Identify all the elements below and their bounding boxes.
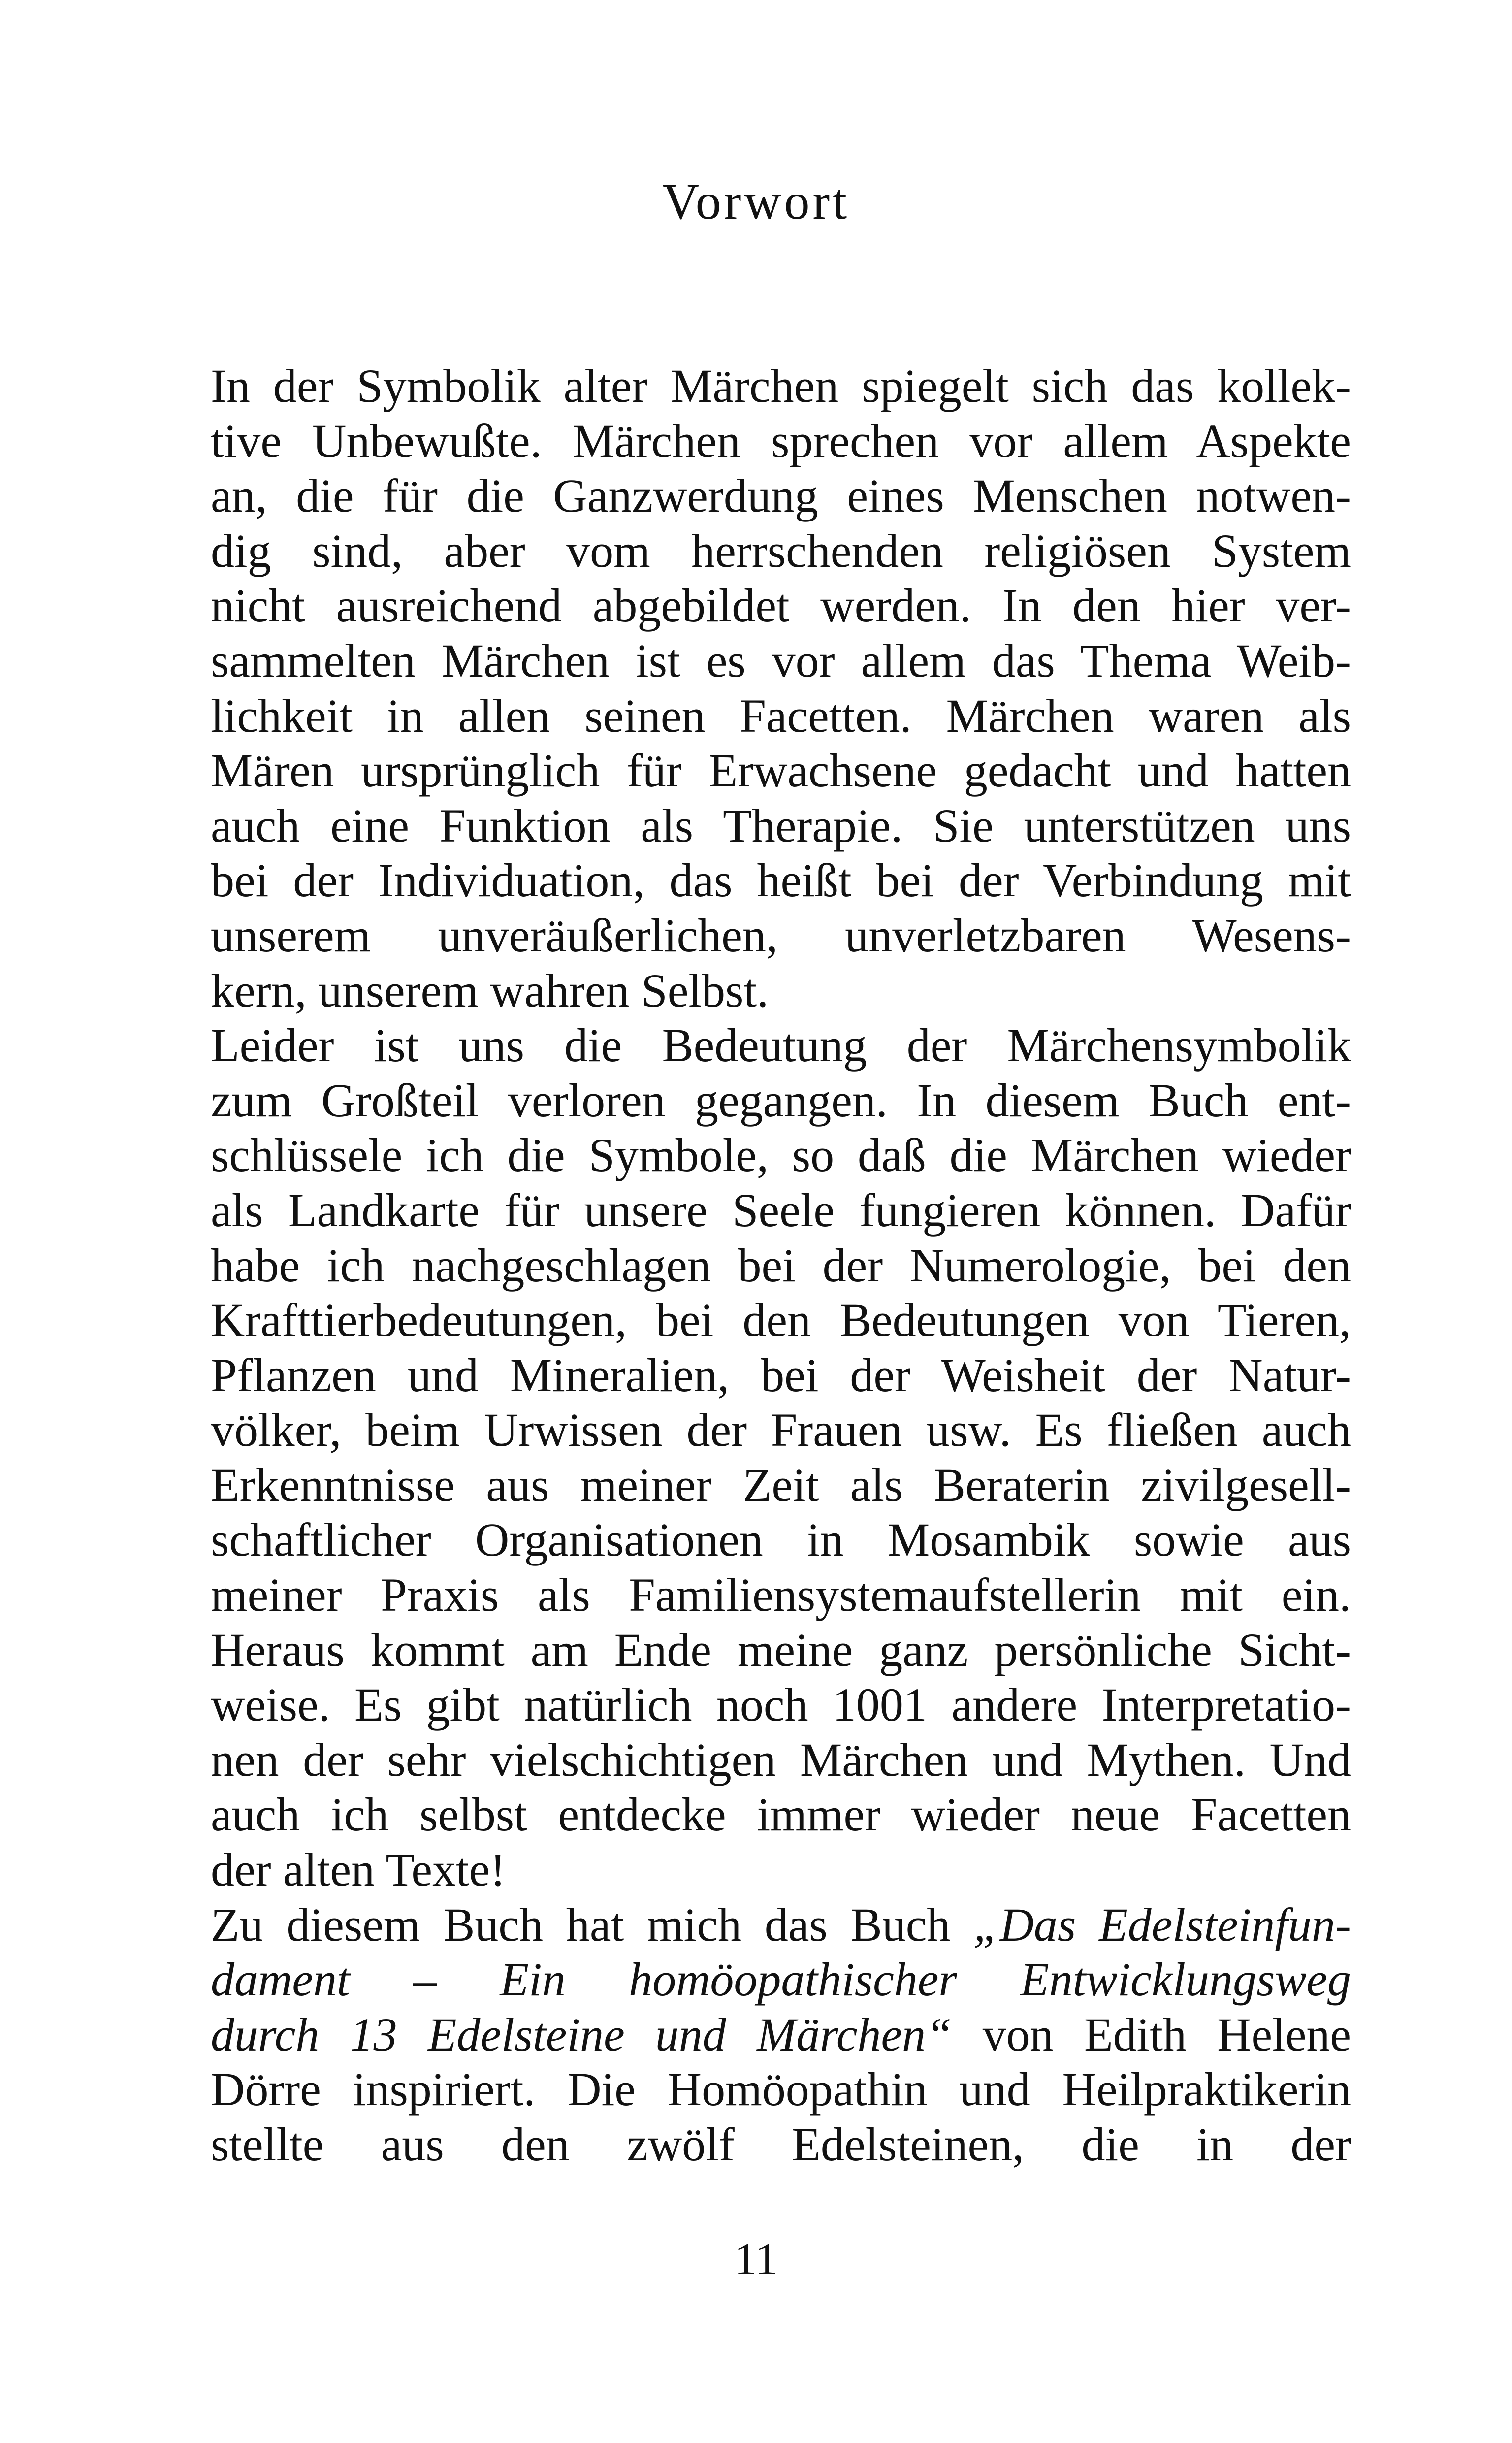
text-line: Dörre inspiriert. Die Homöopathin und Heilpraktikerin: [211, 2063, 1351, 2116]
text-line: zum Großteil verloren gegangen. In diesem Buch ent-: [211, 1074, 1351, 1127]
text-line: schaftlicher Organisationen in Mosambik sowie aus: [211, 1513, 1351, 1566]
text-line: Krafttierbedeutungen, bei den Bedeutungen von Tieren,: [211, 1294, 1351, 1347]
text-line: auch eine Funktion als Therapie. Sie unterstützen uns: [211, 799, 1351, 852]
book-title-italic: durch 13 Edelsteine und Märchen“: [211, 2008, 952, 2061]
text-line: sammelten Märchen ist es vor allem das Thema Weib-: [211, 634, 1351, 687]
text-line: an, die für die Ganzwerdung eines Menschen notwen-: [211, 469, 1351, 522]
text-line: nicht ausreichend abgebildet werden. In den hier ver-: [211, 579, 1351, 632]
text-line: Mären ursprünglich für Erwachsene gedacht und hatten: [211, 744, 1351, 797]
text-line: In der Symbolik alter Märchen spiegelt sich das kollek-: [211, 359, 1351, 412]
text-line: Heraus kommt am Ende meine ganz persönliche Sicht-: [211, 1623, 1351, 1676]
text-line: lichkeit in allen seinen Facetten. Märchen waren als: [211, 689, 1351, 742]
text-line: auch ich selbst entdecke immer wieder neue Facetten: [211, 1788, 1351, 1841]
text-line: Leider ist uns die Bedeutung der Märchensymbolik: [211, 1019, 1351, 1072]
book-title-italic: „Das Edelsteinfun-: [973, 1898, 1351, 1951]
text-line: nen der sehr vielschichtigen Märchen und Mythen. Und: [211, 1733, 1351, 1786]
text-line: völker, beim Urwissen der Frauen usw. Es fließen auch: [211, 1403, 1351, 1457]
text-line: weise. Es gibt natürlich noch 1001 andere Interpretatio-: [211, 1678, 1351, 1731]
text-line: [211, 1897, 1351, 1953]
text-segment: Zu diesem Buch hat mich das Buch: [211, 1898, 974, 1951]
text-segment: von Edith Helene: [952, 2008, 1351, 2061]
chapter-title: Vorwort: [662, 173, 850, 230]
text-line: stellte aus den zwölf Edelsteinen, die in der: [211, 2118, 1351, 2171]
text-line: [211, 1952, 1351, 2007]
text-line: Erkenntnisse aus meiner Zeit als Beraterin zivilgesell-: [211, 1458, 1351, 1511]
text-line: als Landkarte für unsere Seele fungieren können. Dafür: [211, 1183, 1351, 1237]
text-line: bei der Individuation, das heißt bei der Verbindung mit: [211, 854, 1351, 907]
text-line: meiner Praxis als Familiensystemaufstellerin mit ein.: [211, 1568, 1351, 1622]
text-line: schlüssele ich die Symbole, so daß die Märchen wieder: [211, 1129, 1351, 1182]
text-line: der alten Texte!: [211, 1843, 506, 1896]
text-line: unserem unveräußerlichen, unverletzbaren Wesens-: [211, 909, 1351, 962]
book-title-italic: dament – Ein homöopathischer Entwicklungsweg: [211, 1953, 1351, 2006]
text-line: tive Unbewußte. Märchen sprechen vor allem Aspekte: [211, 414, 1351, 467]
text-line: dig sind, aber vom herrschenden religiösen System: [211, 524, 1351, 577]
text-line: habe ich nachgeschlagen bei der Numerologie, bei den: [211, 1238, 1351, 1292]
page-number: 11: [734, 2234, 778, 2284]
text-line: kern, unserem wahren Selbst.: [211, 964, 769, 1017]
body-text: [211, 358, 1351, 2172]
text-line: [211, 2007, 1351, 2062]
text-line: Pflanzen und Mineralien, bei der Weisheit der Natur-: [211, 1348, 1351, 1401]
